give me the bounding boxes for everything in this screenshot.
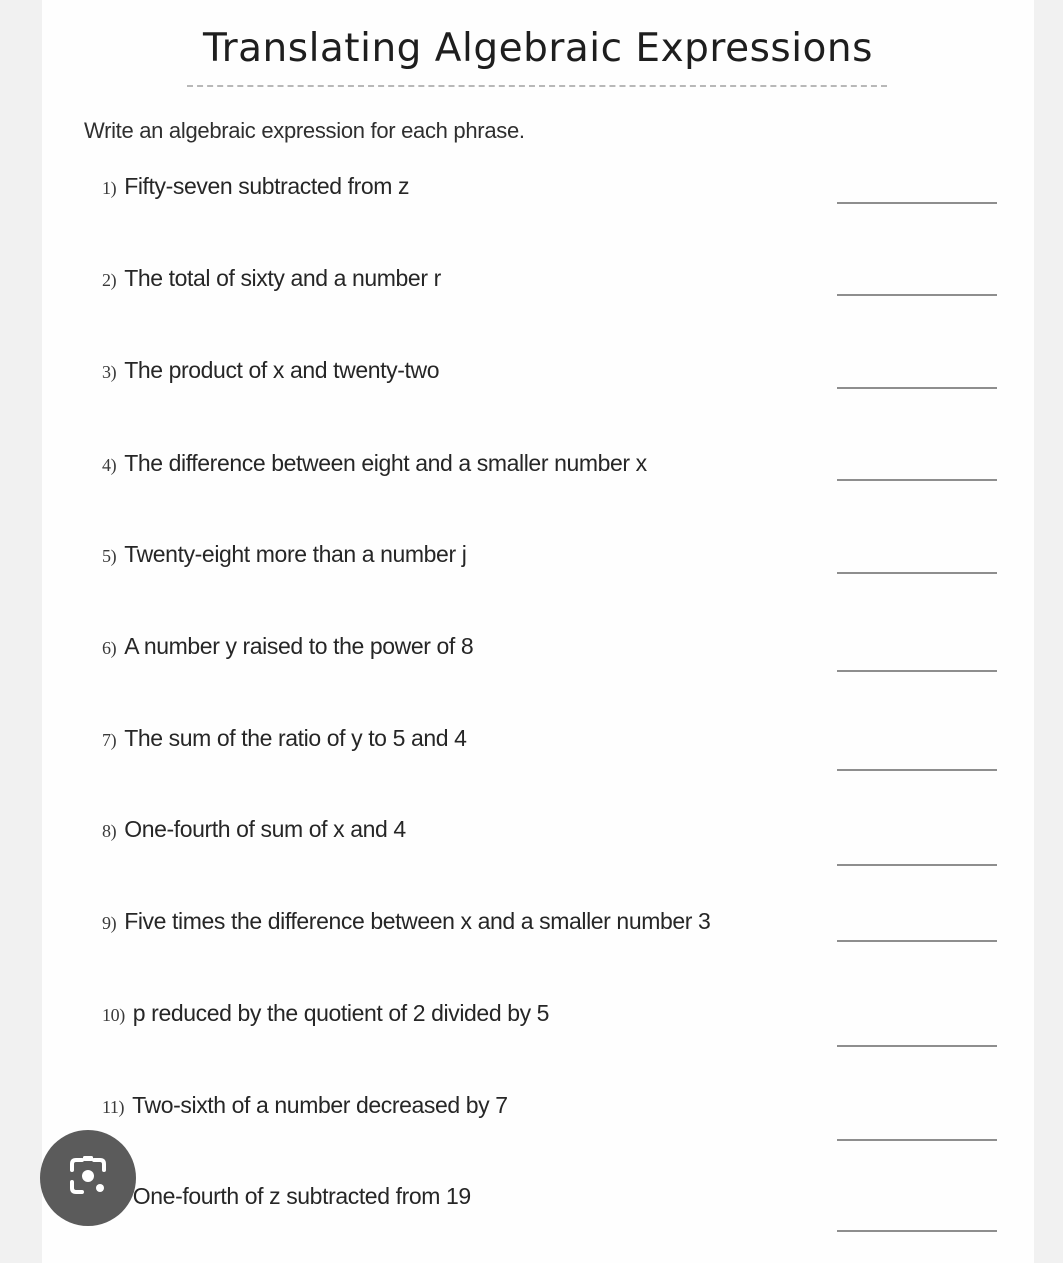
question-item xyxy=(102,265,441,292)
question-text: The product of x and twenty-two xyxy=(124,357,440,383)
question-text: The sum of the ratio of y to 5 and 4 xyxy=(124,725,467,751)
instructions: Write an algebraic expression for each phrase. xyxy=(84,118,525,143)
answer-line xyxy=(837,572,997,574)
question-text: p reduced by the quotient of 2 divided by 5 xyxy=(132,1000,550,1026)
answer-line xyxy=(837,1230,997,1232)
answer-line xyxy=(837,864,997,866)
question-number: 6) xyxy=(102,638,117,658)
answer-line xyxy=(837,769,997,771)
question-item xyxy=(102,1092,508,1119)
question-number: 2) xyxy=(102,270,117,290)
question-text: Twenty-eight more than a number j xyxy=(124,541,467,567)
question-item xyxy=(102,450,647,477)
question-number: 10) xyxy=(102,1005,125,1025)
answer-line xyxy=(837,1139,997,1141)
worksheet-page xyxy=(42,0,1034,1263)
question-number: 1) xyxy=(102,178,117,198)
question-text: Five times the difference between x and a smaller number 3 xyxy=(124,908,711,934)
question-text: A number y raised to the power of 8 xyxy=(124,633,474,659)
answer-line xyxy=(837,1045,997,1047)
question-text: The total of sixty and a number r xyxy=(124,265,441,291)
question-number: 8) xyxy=(102,821,117,841)
question-number: 4) xyxy=(102,455,117,475)
answer-line xyxy=(837,202,997,204)
worksheet-title: Translating Algebraic Expressions xyxy=(203,26,873,71)
question-item xyxy=(102,1183,471,1210)
answer-line xyxy=(837,387,997,389)
question-number: 7) xyxy=(102,730,117,750)
question-item xyxy=(102,173,409,200)
question-item xyxy=(102,816,406,843)
answer-line xyxy=(837,294,997,296)
lens-camera-icon xyxy=(62,1150,114,1207)
title-divider xyxy=(187,85,887,87)
answer-line xyxy=(837,940,997,942)
question-text: Two-sixth of a number decreased by 7 xyxy=(132,1092,508,1118)
question-item xyxy=(102,725,467,752)
question-text: The difference between eight and a smaller number x xyxy=(124,450,647,476)
answer-line xyxy=(837,670,997,672)
question-number: 11) xyxy=(102,1097,125,1117)
lens-search-button[interactable] xyxy=(40,1130,136,1226)
answer-line xyxy=(837,479,997,481)
question-number: 3) xyxy=(102,362,117,382)
question-item xyxy=(102,1000,549,1027)
question-item xyxy=(102,633,473,660)
question-text: One-fourth of z subtracted from 19 xyxy=(132,1183,471,1209)
question-number: 5) xyxy=(102,546,117,566)
question-item xyxy=(102,541,466,568)
question-text: One-fourth of sum of x and 4 xyxy=(124,816,406,842)
question-number: 9) xyxy=(102,913,117,933)
question-item xyxy=(102,357,439,384)
question-text: Fifty-seven subtracted from z xyxy=(124,173,410,199)
question-item xyxy=(102,908,710,935)
